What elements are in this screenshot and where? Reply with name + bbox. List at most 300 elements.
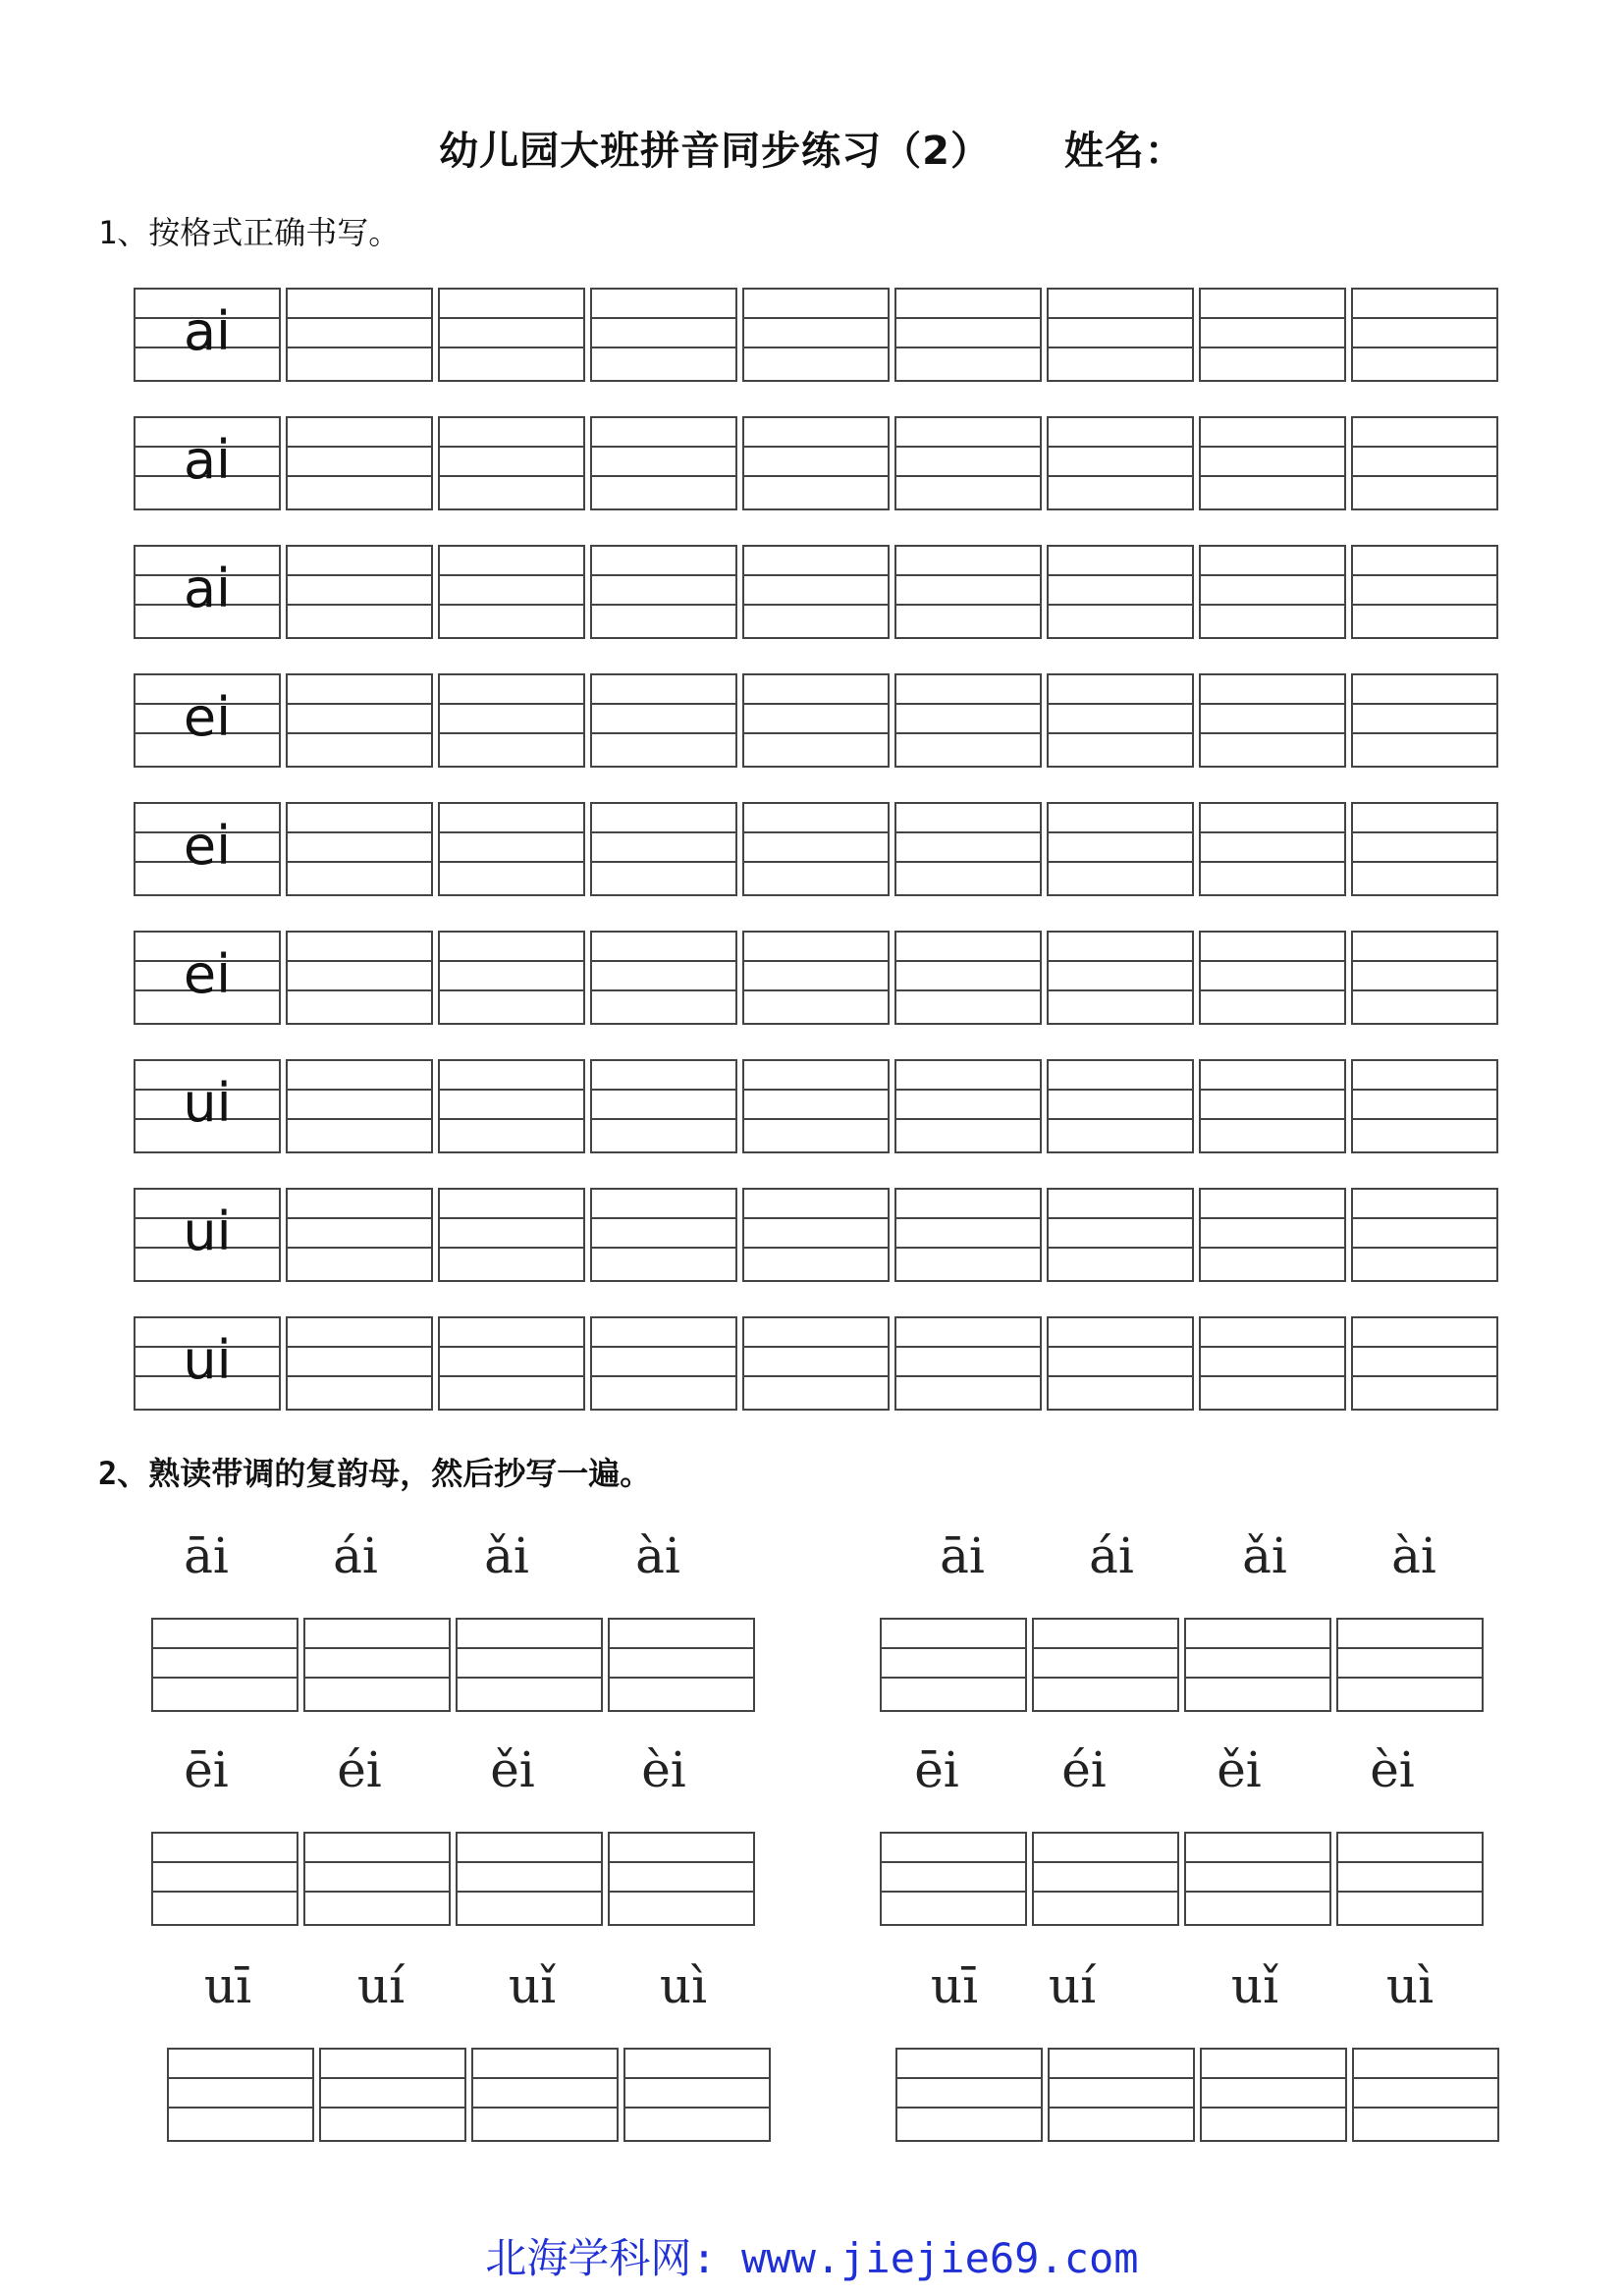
writing-cell[interactable] [1351,1059,1498,1153]
model-cell [134,931,281,1025]
writing-cell[interactable] [742,931,890,1025]
guide-line [1354,2107,1497,2109]
guide-line [1186,1861,1329,1863]
guide-line [896,1118,1040,1120]
copy-cell[interactable] [623,2048,771,2142]
tone-pinyin: éi [337,1741,382,1798]
guide-line [153,1891,297,1893]
writing-cell[interactable] [742,673,890,768]
tone-pinyin: uí [1048,1957,1097,2014]
guide-line [1353,347,1496,348]
guide-line [1202,2107,1345,2109]
copy-cell[interactable] [880,1618,1027,1712]
guide-line [896,317,1040,319]
writing-cell[interactable] [742,1059,890,1153]
guide-line [744,1089,888,1091]
writing-cell[interactable] [438,1316,585,1411]
guide-line [1201,1118,1344,1120]
guide-line [288,1375,431,1377]
guide-line [1049,703,1192,705]
guide-line [744,1217,888,1219]
model-pinyin: ui [183,1072,232,1134]
guide-line [1201,831,1344,833]
guide-line [440,446,583,448]
guide-line [744,1375,888,1377]
tone-pinyin: èi [1370,1741,1415,1798]
writing-cell[interactable] [742,416,890,510]
guide-line [440,989,583,991]
copy-cell[interactable] [456,1618,603,1712]
guide-line [1201,1247,1344,1249]
guide-line [896,1089,1040,1091]
writing-cell[interactable] [1199,931,1346,1025]
model-pinyin: ui [183,1329,232,1391]
copy-cell[interactable] [303,1832,451,1926]
writing-cell[interactable] [590,416,737,510]
guide-line [1201,989,1344,991]
writing-cell[interactable] [1047,1059,1194,1153]
guide-line [1338,1891,1482,1893]
guide-line [288,574,431,576]
model-cell [134,802,281,896]
guide-line [592,1346,735,1348]
guide-line [896,446,1040,448]
guide-line [440,861,583,863]
writing-cell[interactable] [894,1059,1042,1153]
model-pinyin: ui [183,1201,232,1262]
guide-line [592,989,735,991]
model-pinyin: ai [183,429,232,491]
tone-pinyin: uǐ [508,1957,557,2014]
guide-line [1201,703,1344,705]
copy-cell[interactable] [1032,1618,1179,1712]
model-cell [134,288,281,382]
writing-cell[interactable] [1351,802,1498,896]
model-pinyin: ai [183,558,232,619]
guide-line [744,347,888,348]
guide-line [1353,574,1496,576]
guide-line [625,2107,769,2109]
writing-cell[interactable] [1047,545,1194,639]
writing-cell[interactable] [286,673,433,768]
guide-line [744,604,888,606]
guide-line [1201,604,1344,606]
copy-cell[interactable] [471,2048,619,2142]
guide-line [440,1375,583,1377]
copy-cell[interactable] [319,2048,466,2142]
guide-line [1049,1089,1192,1091]
guide-line [592,317,735,319]
guide-line [288,960,431,962]
guide-line [1354,2077,1497,2079]
copy-cell[interactable] [1352,2048,1499,2142]
guide-line [288,732,431,734]
writing-cell[interactable] [1351,1188,1498,1282]
guide-line [1338,1647,1482,1649]
guide-line [1201,317,1344,319]
guide-line [1353,1089,1496,1091]
guide-line [153,1861,297,1863]
guide-line [1353,317,1496,319]
guide-line [1049,475,1192,477]
model-cell [134,1059,281,1153]
writing-cell[interactable] [286,1059,433,1153]
writing-cell[interactable] [438,1059,585,1153]
guide-line [1353,1375,1496,1377]
guide-line [744,989,888,991]
writing-cell[interactable] [286,931,433,1025]
writing-cell[interactable] [1047,1316,1194,1411]
guide-line [592,475,735,477]
writing-cell[interactable] [1351,288,1498,382]
guide-line [1338,1677,1482,1679]
guide-line [896,574,1040,576]
guide-line [458,1891,601,1893]
guide-line [288,1089,431,1091]
guide-line [744,574,888,576]
model-cell [134,673,281,768]
guide-line [1049,732,1192,734]
guide-line [288,446,431,448]
guide-line [625,2077,769,2079]
guide-line [1049,989,1192,991]
tone-pinyin: uī [930,1957,979,2014]
guide-line [610,1891,753,1893]
guide-line [440,1118,583,1120]
guide-line [288,604,431,606]
guide-line [1049,1375,1192,1377]
guide-line [744,1247,888,1249]
writing-cell[interactable] [1199,545,1346,639]
writing-cell[interactable] [590,288,737,382]
guide-line [288,347,431,348]
writing-cell[interactable] [438,288,585,382]
guide-line [1201,1089,1344,1091]
writing-cell[interactable] [438,931,585,1025]
guide-line [897,2077,1041,2079]
model-pinyin: ai [183,300,232,362]
writing-cell[interactable] [894,931,1042,1025]
writing-cell[interactable] [1047,931,1194,1025]
writing-cell[interactable] [590,545,737,639]
copy-cell[interactable] [1336,1618,1484,1712]
guide-line [897,2107,1041,2109]
guide-line [1353,703,1496,705]
writing-cell[interactable] [438,1188,585,1282]
tone-pinyin: ǎi [484,1527,529,1584]
guide-line [440,475,583,477]
guide-line [1049,1118,1192,1120]
guide-line [882,1647,1025,1649]
guide-line [440,1247,583,1249]
section1-heading: 1、按格式正确书写。 [98,214,401,251]
guide-line [1049,861,1192,863]
guide-line [592,861,735,863]
guide-line [744,861,888,863]
copy-cell[interactable] [1200,2048,1347,2142]
guide-line [1034,1677,1177,1679]
guide-line [440,317,583,319]
writing-cell[interactable] [894,288,1042,382]
writing-cell[interactable] [894,673,1042,768]
guide-line [896,703,1040,705]
guide-line [1186,1891,1329,1893]
guide-line [288,1118,431,1120]
writing-cell[interactable] [438,802,585,896]
guide-line [288,703,431,705]
guide-line [288,861,431,863]
tone-pinyin: éi [1061,1741,1107,1798]
guide-line [744,475,888,477]
copy-cell[interactable] [1184,1832,1331,1926]
guide-line [1201,446,1344,448]
guide-line [1353,1118,1496,1120]
writing-cell[interactable] [894,1316,1042,1411]
writing-cell[interactable] [438,545,585,639]
copy-cell[interactable] [303,1618,451,1712]
guide-line [592,831,735,833]
guide-line [440,574,583,576]
guide-line [288,831,431,833]
copy-cell[interactable] [456,1832,603,1926]
copy-cell[interactable] [1336,1832,1484,1926]
guide-line [1050,2107,1193,2109]
writing-cell[interactable] [1351,1316,1498,1411]
copy-cell[interactable] [608,1832,755,1926]
writing-cell[interactable] [894,802,1042,896]
guide-line [896,604,1040,606]
guide-line [896,732,1040,734]
writing-cell[interactable] [894,416,1042,510]
guide-line [458,1861,601,1863]
writing-cell[interactable] [742,1316,890,1411]
writing-cell[interactable] [1351,673,1498,768]
guide-line [1353,1346,1496,1348]
copy-cell[interactable] [895,2048,1043,2142]
guide-line [1353,475,1496,477]
writing-cell[interactable] [1351,931,1498,1025]
guide-line [1049,446,1192,448]
guide-line [288,1247,431,1249]
writing-cell[interactable] [1047,802,1194,896]
guide-line [440,1346,583,1348]
guide-line [744,831,888,833]
tone-pinyin: ǎi [1242,1527,1287,1584]
tone-pinyin: uī [203,1957,252,2014]
tone-pinyin: uì [1385,1957,1435,2014]
writing-cell[interactable] [1047,416,1194,510]
guide-line [288,989,431,991]
model-cell [134,416,281,510]
copy-cell[interactable] [1048,2048,1195,2142]
guide-line [288,317,431,319]
tone-pinyin: uǐ [1230,1957,1279,2014]
tone-pinyin: ēi [914,1741,959,1798]
page-title-bar [0,120,1624,176]
copy-cell[interactable] [151,1832,298,1926]
copy-cell[interactable] [608,1618,755,1712]
guide-line [610,1861,753,1863]
writing-cell[interactable] [590,1059,737,1153]
guide-line [744,317,888,319]
guide-line [153,1677,297,1679]
guide-line [592,703,735,705]
guide-line [610,1647,753,1649]
writing-cell[interactable] [1351,416,1498,510]
guide-line [592,1247,735,1249]
writing-cell[interactable] [742,802,890,896]
writing-cell[interactable] [742,545,890,639]
writing-cell[interactable] [1199,673,1346,768]
writing-cell[interactable] [1199,416,1346,510]
guide-line [1353,861,1496,863]
guide-line [1353,446,1496,448]
writing-cell[interactable] [590,802,737,896]
guide-line [1201,347,1344,348]
guide-line [896,347,1040,348]
guide-line [592,960,735,962]
guide-line [744,1346,888,1348]
guide-line [440,1217,583,1219]
tone-pinyin: èi [641,1741,686,1798]
guide-line [153,1647,297,1649]
guide-line [1353,604,1496,606]
guide-line [305,1861,449,1863]
guide-line [440,347,583,348]
guide-line [1201,732,1344,734]
guide-line [1353,831,1496,833]
guide-line [744,960,888,962]
guide-line [1049,317,1192,319]
writing-cell[interactable] [742,288,890,382]
guide-line [321,2107,464,2109]
guide-line [288,1346,431,1348]
guide-line [321,2077,464,2079]
guide-line [882,1677,1025,1679]
writing-cell[interactable] [742,1188,890,1282]
guide-line [896,475,1040,477]
guide-line [1201,1217,1344,1219]
guide-line [1201,574,1344,576]
writing-cell[interactable] [590,1316,737,1411]
tone-pinyin: uí [356,1957,406,2014]
guide-line [592,1375,735,1377]
writing-cell[interactable] [286,545,433,639]
copy-cell[interactable] [880,1832,1027,1926]
guide-line [440,732,583,734]
guide-line [592,347,735,348]
guide-line [1049,831,1192,833]
guide-line [1049,574,1192,576]
guide-line [610,1677,753,1679]
copy-cell[interactable] [1184,1618,1331,1712]
guide-line [896,1375,1040,1377]
writing-cell[interactable] [286,416,433,510]
writing-cell[interactable] [1199,1188,1346,1282]
guide-line [1201,1375,1344,1377]
writing-cell[interactable] [1351,545,1498,639]
guide-line [1034,1647,1177,1649]
guide-line [458,1677,601,1679]
writing-cell[interactable] [286,1316,433,1411]
guide-line [896,1346,1040,1348]
writing-cell[interactable] [590,931,737,1025]
guide-line [896,1217,1040,1219]
copy-cell[interactable] [1032,1832,1179,1926]
copy-cell[interactable] [151,1618,298,1712]
guide-line [896,831,1040,833]
tone-pinyin: ěi [1217,1741,1262,1798]
model-pinyin: ei [183,686,232,748]
writing-cell[interactable] [286,288,433,382]
writing-cell[interactable] [1047,288,1194,382]
guide-line [440,960,583,962]
model-pinyin: ei [183,943,232,1005]
guide-line [1186,1677,1329,1679]
tone-pinyin: āi [940,1527,985,1584]
tone-pinyin: ěi [490,1741,535,1798]
guide-line [592,604,735,606]
guide-line [1186,1647,1329,1649]
guide-line [882,1891,1025,1893]
guide-line [744,703,888,705]
model-pinyin: ei [183,815,232,877]
writing-cell[interactable] [1199,802,1346,896]
writing-cell[interactable] [1199,288,1346,382]
guide-line [896,960,1040,962]
writing-cell[interactable] [1047,673,1194,768]
tone-pinyin: ài [635,1527,680,1584]
guide-line [744,1118,888,1120]
writing-cell[interactable] [1199,1059,1346,1153]
guide-line [1353,989,1496,991]
model-cell [134,1316,281,1411]
writing-cell[interactable] [1047,1188,1194,1282]
guide-line [1353,732,1496,734]
tone-pinyin: ái [333,1527,378,1584]
guide-line [1049,347,1192,348]
guide-line [1050,2077,1193,2079]
writing-cell[interactable] [286,802,433,896]
model-cell [134,1188,281,1282]
guide-line [1202,2077,1345,2079]
guide-line [1049,1217,1192,1219]
guide-line [592,1089,735,1091]
writing-cell[interactable] [1199,1316,1346,1411]
guide-line [1353,960,1496,962]
writing-cell[interactable] [894,545,1042,639]
guide-line [305,1677,449,1679]
writing-cell[interactable] [286,1188,433,1282]
writing-cell[interactable] [590,673,737,768]
tone-pinyin: āi [184,1527,229,1584]
guide-line [1034,1891,1177,1893]
guide-line [896,1247,1040,1249]
guide-line [440,703,583,705]
writing-cell[interactable] [438,416,585,510]
copy-cell[interactable] [167,2048,314,2142]
writing-cell[interactable] [438,673,585,768]
guide-line [288,475,431,477]
guide-line [1201,475,1344,477]
guide-line [1049,960,1192,962]
writing-cell[interactable] [590,1188,737,1282]
guide-line [305,1647,449,1649]
guide-line [1353,1247,1496,1249]
guide-line [169,2107,312,2109]
writing-cell[interactable] [894,1188,1042,1282]
guide-line [440,1089,583,1091]
